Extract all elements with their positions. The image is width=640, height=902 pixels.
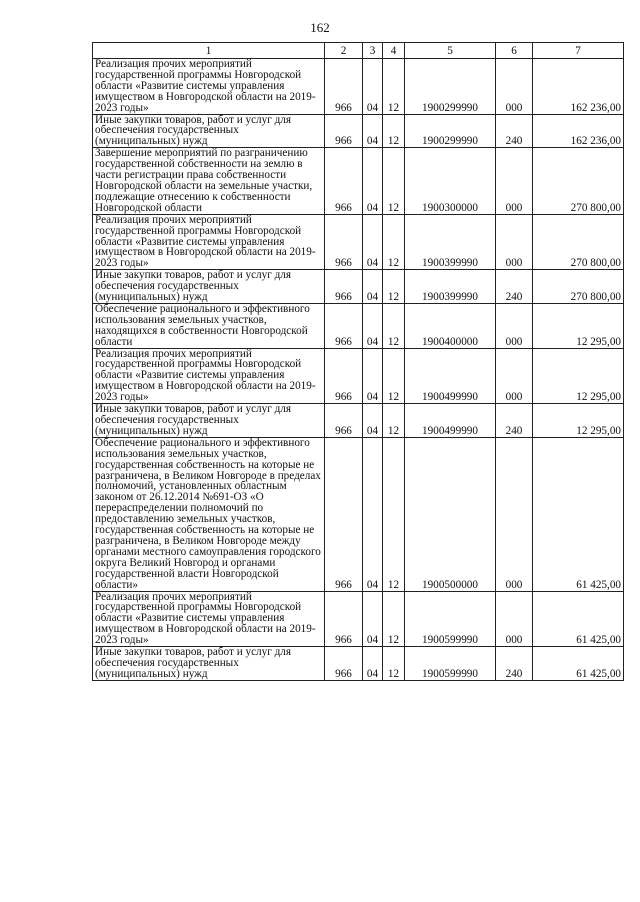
row-pr: 12 [383,591,405,647]
row-vr: 000 [496,214,533,270]
header-col-6: 6 [496,43,533,59]
row-pr: 12 [383,303,405,348]
row-ved: 966 [325,214,363,270]
row-vr: 240 [496,404,533,438]
row-ved: 966 [325,148,363,214]
row-sum: 270 800,00 [533,270,624,304]
row-sum: 12 295,00 [533,348,624,404]
table-row [93,404,624,438]
header-col-5: 5 [405,43,496,59]
header-col-2: 2 [325,43,363,59]
table-row [93,348,624,404]
row-pr: 12 [383,647,405,681]
row-rz: 04 [363,348,383,404]
row-pr: 12 [383,348,405,404]
row-vr: 240 [496,270,533,304]
table-row [93,437,624,591]
row-rz: 04 [363,404,383,438]
row-pr: 12 [383,148,405,214]
row-vr: 000 [496,591,533,647]
row-vr: 240 [496,114,533,148]
row-name: Обеспечение рационального и эффективного использования земельных участков, находящихся в собственности Новгородской области [93,303,325,348]
table-row [93,303,624,348]
row-name: Иные закупки товаров, работ и услуг для обеспечения государственных (муниципальных) нужд [93,647,325,681]
row-pr: 12 [383,404,405,438]
row-sum: 12 295,00 [533,404,624,438]
row-sum: 61 425,00 [533,437,624,591]
row-sum: 12 295,00 [533,303,624,348]
row-vr: 000 [496,348,533,404]
row-ved: 966 [325,591,363,647]
row-pr: 12 [383,437,405,591]
row-ved: 966 [325,59,363,115]
row-csr: 1900599990 [405,591,496,647]
row-vr: 000 [496,437,533,591]
row-name: Реализация прочих мероприятий государственной программы Новгородской области «Развитие системы управления имуществом в Новгородской области на 2019-2023 годы» [93,59,325,115]
row-vr: 000 [496,148,533,214]
row-rz: 04 [363,647,383,681]
row-csr: 1900399990 [405,270,496,304]
row-vr: 000 [496,59,533,115]
row-name: Иные закупки товаров, работ и услуг для обеспечения государственных (муниципальных) нужд [93,114,325,148]
header-col-1: 1 [93,43,325,59]
row-name: Обеспечение рационального и эффективного использования земельных участков, государственная собственность на которые не разграничена, в Великом Новгороде в пределах полномочий, установленных областным законом от 26.12.2014 №691-ОЗ «О перераспределении полномочий по предоставлению земельных участков, государственная собственность на которые не разграничена, в Великом Новгороде между органами местного самоуправления городского округа Великий Новгород и органами государственной власти Новгородской области» [93,437,325,591]
row-sum: 162 236,00 [533,114,624,148]
row-csr: 1900299990 [405,114,496,148]
table-row [93,148,624,214]
row-sum: 270 800,00 [533,148,624,214]
row-ved: 966 [325,437,363,591]
row-vr: 000 [496,303,533,348]
table-row [93,270,624,304]
row-csr: 1900599990 [405,647,496,681]
header-row [93,43,624,59]
row-name: Реализация прочих мероприятий государственной программы Новгородской области «Развитие системы управления имуществом в Новгородской области на 2019-2023 годы» [93,348,325,404]
row-pr: 12 [383,114,405,148]
row-name: Иные закупки товаров, работ и услуг для обеспечения государственных (муниципальных) нужд [93,270,325,304]
table-row [93,591,624,647]
row-csr: 1900299990 [405,59,496,115]
row-name: Реализация прочих мероприятий государственной программы Новгородской области «Развитие системы управления имуществом в Новгородской области на 2019-2023 годы» [93,591,325,647]
row-ved: 966 [325,114,363,148]
row-csr: 1900400000 [405,303,496,348]
row-rz: 04 [363,114,383,148]
page-number: 162 [310,20,330,35]
row-csr: 1900499990 [405,404,496,438]
row-sum: 162 236,00 [533,59,624,115]
table-row [93,114,624,148]
row-pr: 12 [383,270,405,304]
row-rz: 04 [363,148,383,214]
row-ved: 966 [325,348,363,404]
row-pr: 12 [383,59,405,115]
table-row [93,59,624,115]
row-rz: 04 [363,437,383,591]
row-sum: 270 800,00 [533,214,624,270]
row-ved: 966 [325,647,363,681]
row-rz: 04 [363,59,383,115]
header-col-3: 3 [363,43,383,59]
row-pr: 12 [383,214,405,270]
row-name: Иные закупки товаров, работ и услуг для обеспечения государственных (муниципальных) нужд [93,404,325,438]
row-name: Реализация прочих мероприятий государственной программы Новгородской области «Развитие системы управления имуществом в Новгородской области на 2019-2023 годы» [93,214,325,270]
header-col-7: 7 [533,43,624,59]
row-rz: 04 [363,214,383,270]
row-rz: 04 [363,591,383,647]
row-csr: 1900499990 [405,348,496,404]
budget-table [92,42,624,681]
row-sum: 61 425,00 [533,591,624,647]
row-sum: 61 425,00 [533,647,624,681]
row-csr: 1900500000 [405,437,496,591]
row-rz: 04 [363,303,383,348]
header-col-4: 4 [383,43,405,59]
row-rz: 04 [363,270,383,304]
row-vr: 240 [496,647,533,681]
row-ved: 966 [325,303,363,348]
row-ved: 966 [325,270,363,304]
row-name: Завершение мероприятий по разграничению государственной собственности на землю в части регистрации права собственности Новгородской области на земельные участки, подлежащие отнесению к собственности Новгородской области [93,148,325,214]
row-csr: 1900300000 [405,148,496,214]
table-row [93,647,624,681]
table-row [93,214,624,270]
row-csr: 1900399990 [405,214,496,270]
row-ved: 966 [325,404,363,438]
